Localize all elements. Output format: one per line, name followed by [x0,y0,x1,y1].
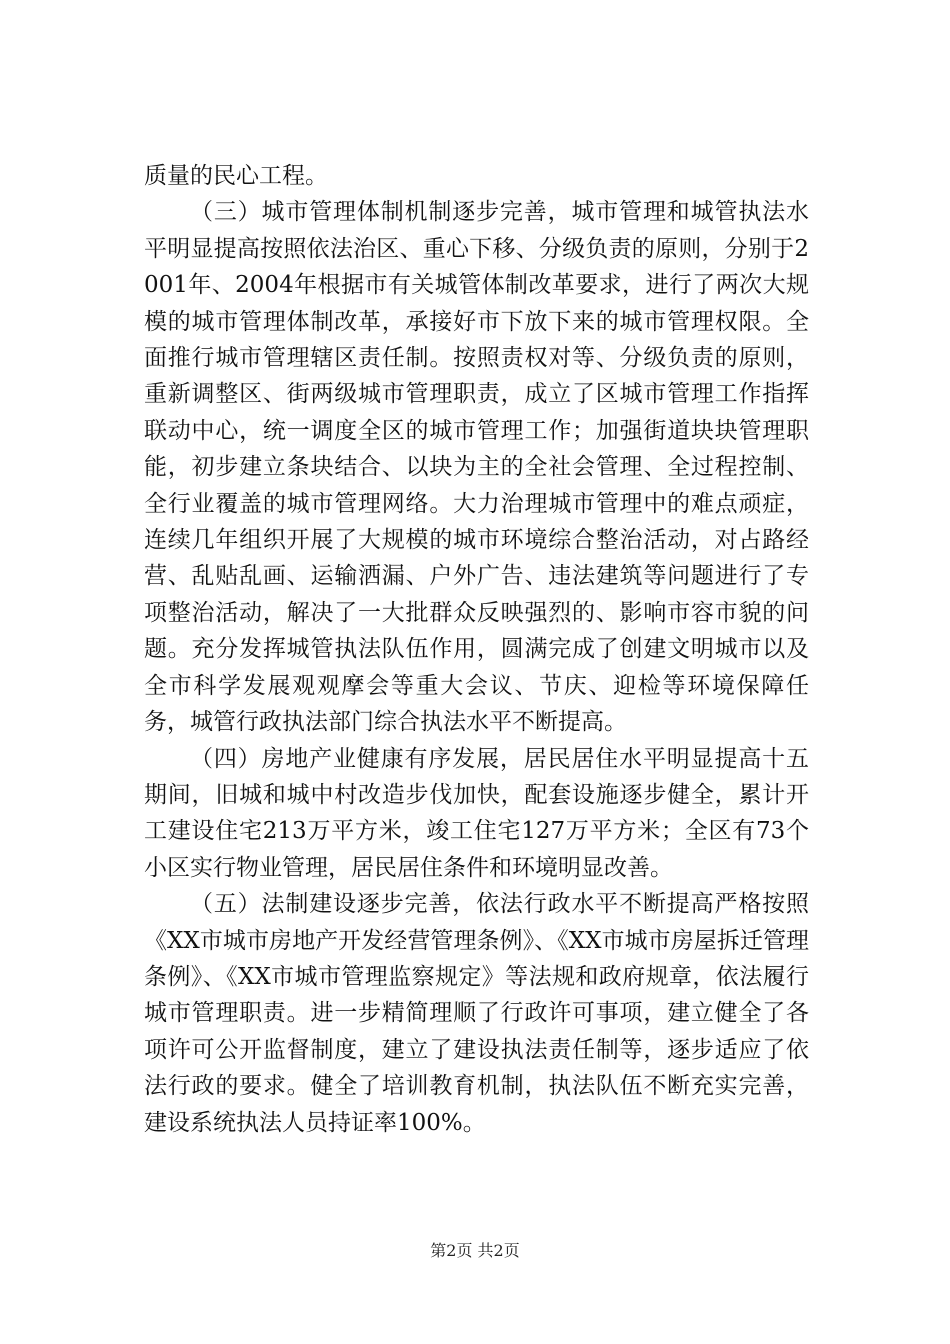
paragraph-section-5: （五）法制建设逐步完善，依法行政水平不断提高严格按照《XX市城市房地产开发经营管理条例》、《XX市城市房屋拆迁管理条例》、《XX市城市管理监察规定》等法规和政府规章，依法履行城市管理职责。进一步精简理顺了行政许可事项，建立健全了各项许可公开监督制度，建立了建设执法责任制等，逐步适应了依法行政的要求。健全了培训教育机制，执法队伍不断充实完善，建设系统执法人员持证率100%。 [144,891,809,1136]
document-body [144,158,809,1141]
paragraph-section-4: （四）房地产业健康有序发展，居民居住水平明显提高十五期间，旧城和城中村改造步伐加快，配套设施逐步健全，累计开工建设住宅213万平方米，竣工住宅127万平方米；全区有73个小区实行物业管理，居民居住条件和环境明显改善。 [144,745,809,881]
paragraph-section-3: （三）城市管理体制机制逐步完善，城市管理和城管执法水平明显提高按照依法治区、重心下移、分级负责的原则，分别于2001年、2004年根据市有关城管体制改革要求，进行了两次大规模的城市管理体制改革，承接好市下放下来的城市管理权限。全面推行城市管理辖区责任制。按照责权对等、分级负责的原则，重新调整区、街两级城市管理职责，成立了区城市管理工作指挥联动中心，统一调度全区的城市管理工作；加强街道块块管理职能，初步建立条块结合、以块为主的全社会管理、全过程控制、全行业覆盖的城市管理网络。大力治理城市管理中的难点顽症，连续几年组织开展了大规模的城市环境综合整治活动，对占路经营、乱贴乱画、运输洒漏、户外广告、违法建筑等问题进行了专项整治活动，解决了一大批群众反映强烈的、影响市容市貌的问题。充分发挥城管执法队伍作用，圆满完成了创建文明城市以及全市科学发展观观摩会等重大会议、节庆、迎检等环境保障任务，城管行政执法部门综合执法水平不断提高。 [144,199,809,736]
page-footer: 第2页 共2页 [430,1241,520,1260]
paragraph-continuation: 质量的民心工程。 [144,163,328,189]
